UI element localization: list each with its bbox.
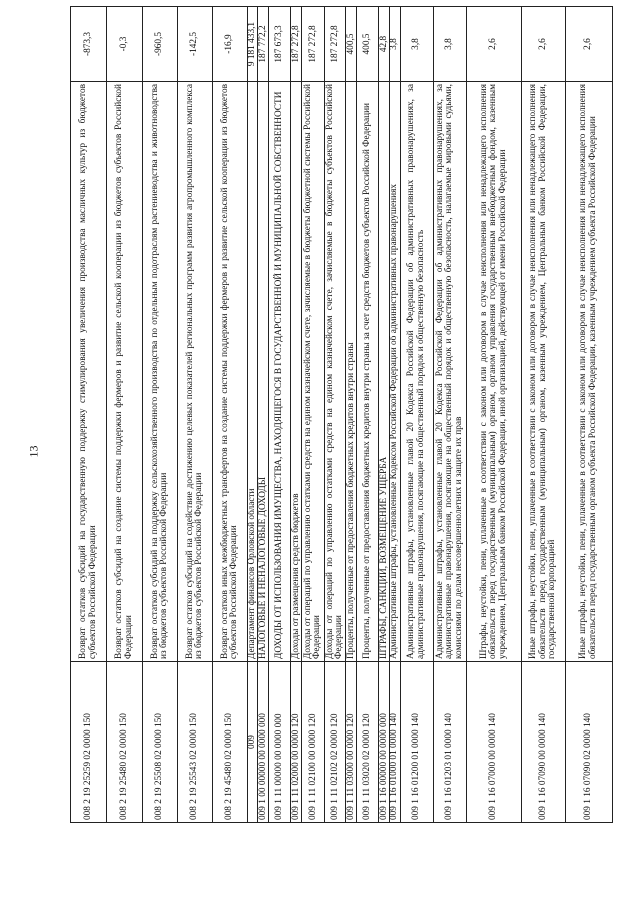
revenue-description: Возврат остатков субсидий на поддержку сельскохозяйственного производства по отдельным подотраслям растениеводства и животноводства из бюджетов субъектов Российской Федерации bbox=[143, 82, 178, 662]
table-row bbox=[357, 7, 379, 823]
amount: -16,9 bbox=[213, 7, 248, 82]
budget-code: 009 1 16 01200 01 0000 140 bbox=[400, 662, 433, 823]
budget-code: 009 1 11 02000 00 0000 120 bbox=[291, 662, 302, 823]
amount: 3,8 bbox=[433, 7, 466, 82]
revenue-description: Доходы от размещения средств бюджетов bbox=[291, 82, 302, 662]
table-row bbox=[248, 7, 258, 823]
table-row bbox=[400, 7, 433, 823]
budget-code: 008 2 19 25259 02 0000 150 bbox=[71, 662, 107, 823]
amount: 2,6 bbox=[565, 7, 612, 82]
revenue-description: Проценты, полученные от предоставления бюджетных кредитов внутри страны bbox=[346, 82, 357, 662]
table-row bbox=[302, 7, 325, 823]
budget-code: 009 1 16 01203 01 0000 140 bbox=[433, 662, 466, 823]
revenue-description: НАЛОГОВЫЕ И НЕНАЛОГОВЫЕ ДОХОДЫ bbox=[258, 82, 269, 662]
amount: 2,6 bbox=[521, 7, 565, 82]
budget-code: 008 2 19 25508 02 0000 150 bbox=[143, 662, 178, 823]
table-row bbox=[346, 7, 357, 823]
revenue-description: Возврат остатков субсидий на государственную поддержку стимулирования увеличения производства масличных культур из бюджетов субъектов Российской Федерации bbox=[71, 82, 107, 662]
amount: 3,8 bbox=[400, 7, 433, 82]
amount: -142,5 bbox=[178, 7, 213, 82]
budget-code: 009 1 11 03000 00 0000 120 bbox=[346, 662, 357, 823]
revenue-description: Доходы от операций по управлению остатками средств на едином казначейском счете, зачисляемые в бюджеты субъектов Российской Федерации bbox=[325, 82, 346, 662]
budget-code: 009 1 16 07090 02 0000 140 bbox=[565, 662, 612, 823]
table-row bbox=[291, 7, 302, 823]
revenue-description: Доходы от операций по управлению остатками средств на едином казначейском счете, зачисляемые в бюджеты бюджетной системы Российской Федерации bbox=[302, 82, 325, 662]
table-row bbox=[213, 7, 248, 823]
table-row bbox=[565, 7, 612, 823]
revenue-description: Административные штрафы, установленные Кодексом Российской Федерации об административных правонарушениях bbox=[390, 82, 400, 662]
table-row bbox=[325, 7, 346, 823]
amount: 3,8 bbox=[390, 7, 400, 82]
table-row bbox=[433, 7, 466, 823]
budget-code: 009 1 00 00000 00 0000 000 bbox=[258, 662, 269, 823]
table-row bbox=[143, 7, 178, 823]
revenue-description: Административные штрафы, установленные главой 20 Кодекса Российской Федерации об административных правонарушениях, за административные правонарушения, посягающие на общественный порядок и общественную безопасность, налагаемые мировыми судьями, комиссиями по делам несовершеннолетних и защите их прав bbox=[433, 82, 466, 662]
amount: 2,6 bbox=[466, 7, 521, 82]
table-row bbox=[258, 7, 269, 823]
amount: 400,5 bbox=[346, 7, 357, 82]
budget-code: 009 1 16 07090 00 0000 140 bbox=[521, 662, 565, 823]
amount: 187 673,3 bbox=[269, 7, 291, 82]
revenue-description: Возврат остатков иных межбюджетных трансфертов на создание системы поддержки фермеров и развитие сельской кооперации из бюджетов субъектов Российской Федерации bbox=[213, 82, 248, 662]
amount: 187 272,8 bbox=[325, 7, 346, 82]
budget-code: 009 1 11 00000 00 0000 000 bbox=[269, 662, 291, 823]
table-row bbox=[107, 7, 143, 823]
budget-code: 009 1 16 07000 00 0000 140 bbox=[466, 662, 521, 823]
revenue-description: ДОХОДЫ ОТ ИСПОЛЬЗОВАНИЯ ИМУЩЕСТВА, НАХОДЯЩЕГОСЯ В ГОСУДАРСТВЕННОЙ И МУНИЦИПАЛЬНОЙ СОБСТВЕННОСТИ bbox=[269, 82, 291, 662]
revenue-table bbox=[70, 6, 613, 823]
budget-code: 008 2 19 25480 02 0000 150 bbox=[107, 662, 143, 823]
amount: 187 272,8 bbox=[302, 7, 325, 82]
amount: -873,3 bbox=[71, 7, 107, 82]
budget-code: 008 2 19 25543 02 0000 150 bbox=[178, 662, 213, 823]
table-row bbox=[390, 7, 400, 823]
budget-code: 009 1 16 00000 00 0000 000 bbox=[379, 662, 390, 823]
amount: 400,5 bbox=[357, 7, 379, 82]
amount: 9 181 433,1 bbox=[248, 7, 258, 82]
budget-code: 009 1 11 02102 02 0000 120 bbox=[325, 662, 346, 823]
revenue-description: Возврат остатков субсидий на создание системы поддержки фермеров и развитие сельской кооперации из бюджетов субъектов Российской Федерации bbox=[107, 82, 143, 662]
amount: 187 772,2 bbox=[258, 7, 269, 82]
table-row bbox=[521, 7, 565, 823]
amount: -0,3 bbox=[107, 7, 143, 82]
budget-code: 008 2 19 45480 02 0000 150 bbox=[213, 662, 248, 823]
table-row bbox=[178, 7, 213, 823]
table-row bbox=[269, 7, 291, 823]
revenue-description: Возврат остатков субсидий на содействие достижению целевых показателей региональных программ развития агропромышленного комплекса из бюджетов субъектов Российской Федерации bbox=[178, 82, 213, 662]
table-row bbox=[466, 7, 521, 823]
revenue-description: Иные штрафы, неустойки, пени, уплаченные в соответствии с законом или договором в случае неисполнения или ненадлежащего исполнения обязательств перед государственным (муниципальным) органом, казенным учреждением, Центральным банком Российской Федерации, государственной корпорацией bbox=[521, 82, 565, 662]
revenue-description: ШТРАФЫ, САНКЦИИ, ВОЗМЕЩЕНИЕ УЩЕРБА bbox=[379, 82, 390, 662]
revenue-description: Административные штрафы, установленные главой 20 Кодекса Российской Федерации об административных правонарушениях, за административные правонарушения, посягающие на общественный порядок и общественную безопасность bbox=[400, 82, 433, 662]
amount: -960,5 bbox=[143, 7, 178, 82]
budget-code: 009 1 11 03020 02 0000 120 bbox=[357, 662, 379, 823]
table-row bbox=[71, 7, 107, 823]
amount: 42,8 bbox=[379, 7, 390, 82]
page-number: 13 bbox=[26, 445, 41, 458]
budget-code: 009 bbox=[248, 662, 258, 823]
revenue-description: Штрафы, неустойки, пени, уплаченные в соответствии с законом или договором в случае неисполнения или ненадлежащего исполнения обязательств перед государственным (муниципальным) органом, органом управления государственным внебюджетным фондом, казенным учреждением, Центральным банком Российской Федерации, иной организацией, действующей от имени Российской Федерации bbox=[466, 82, 521, 662]
budget-code: 009 1 16 01000 01 0000 140 bbox=[390, 662, 400, 823]
revenue-description: Проценты, полученные от предоставления бюджетных кредитов внутри страны за счет средств бюджетов субъектов Российской Федерации bbox=[357, 82, 379, 662]
revenue-description: Департамент финансов Орловской области bbox=[248, 82, 258, 662]
revenue-description: Иные штрафы, неустойки, пени, уплаченные в соответствии с законом или договором в случае неисполнения или ненадлежащего исполнения обязательств перед государственным органом субъекта Российской Федерации, казенным учреждением субъекта Российской Федерации bbox=[565, 82, 612, 662]
amount: 187 272,8 bbox=[291, 7, 302, 82]
budget-code: 009 1 11 02100 00 0000 120 bbox=[302, 662, 325, 823]
